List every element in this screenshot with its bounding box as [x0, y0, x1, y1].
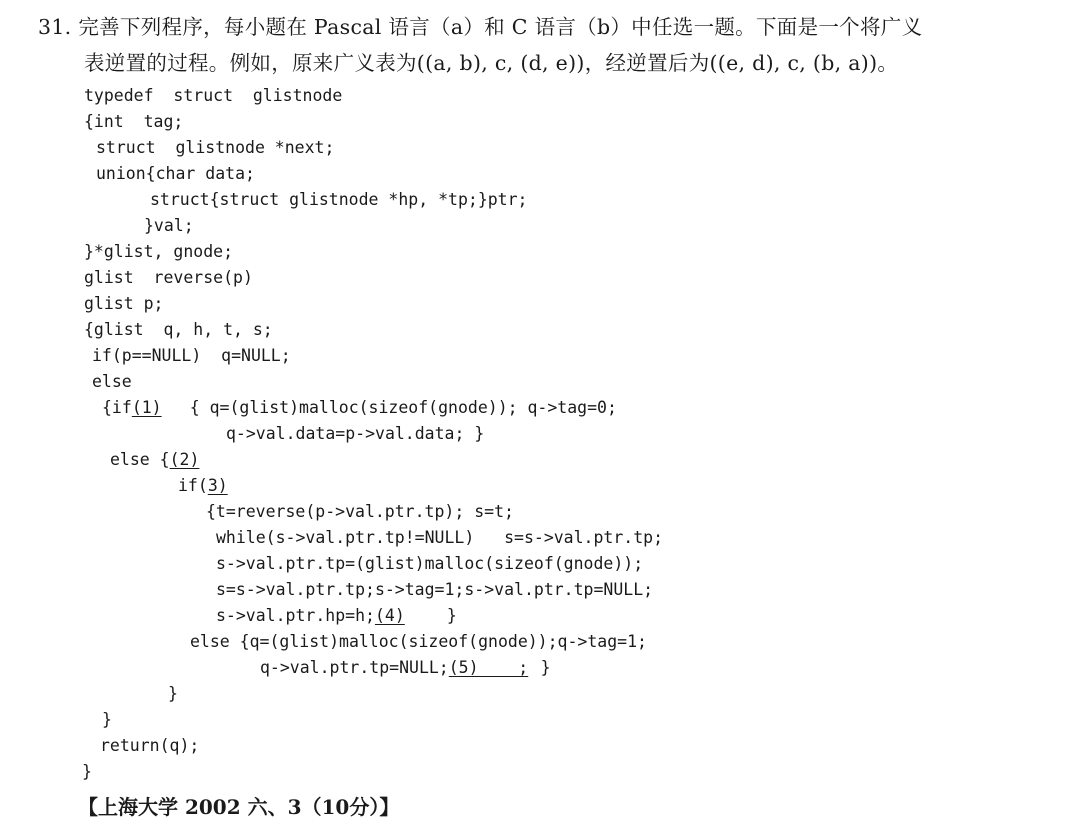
- code-line: {t=reverse(p->val.ptr.tp); s=t;: [206, 502, 514, 521]
- code-text: if(: [178, 476, 208, 495]
- code-line: s=s->val.ptr.tp;s->tag=1;s->val.ptr.tp=NULL;: [216, 580, 654, 599]
- code-line: }: [82, 762, 92, 781]
- code-line: else {q=(glist)malloc(sizeof(gnode));q->tag=1;: [190, 632, 647, 651]
- code-text: }: [436, 606, 457, 625]
- fill-blank-3: 3): [207, 476, 228, 495]
- question-line-1: 31. 完善下列程序，每小题在 Pascal 语言（a）和 C 语言（b）中任选一题。下面是一个将广义: [38, 15, 923, 39]
- code-line: glist reverse(p): [84, 268, 253, 287]
- code-line: else: [92, 372, 132, 391]
- code-line: }: [168, 684, 178, 703]
- code-line: while(s->val.ptr.tp!=NULL) s=s->val.ptr.tp;: [216, 528, 664, 547]
- code-line: [102, 395, 617, 421]
- code-line: {glist q, h, t, s;: [84, 320, 273, 339]
- code-line: [178, 473, 260, 499]
- code-line: glist p;: [84, 294, 164, 313]
- code-text: else {: [110, 450, 170, 469]
- code-line: q->val.data=p->val.data; }: [226, 424, 485, 443]
- question-line-2: 表逆置的过程。例如，原来广义表为((a, b), c, (d, e))，经逆置后为((e, d), c, (b, a))。: [84, 51, 899, 75]
- code-line: }: [102, 710, 112, 729]
- fill-blank-1: (1): [131, 398, 162, 417]
- source-citation: 【上海大学 2002 六、3（10分）】: [78, 795, 400, 819]
- fill-blank-5: (5) ;: [448, 658, 529, 677]
- code-text: { q=(glist)malloc(sizeof(gnode)); q->tag=0;: [179, 398, 617, 417]
- code-line: [216, 603, 457, 629]
- code-line: return(q);: [100, 736, 200, 755]
- fill-blank-2: (2): [169, 450, 200, 469]
- code-line: s->val.ptr.tp=(glist)malloc(sizeof(gnode));: [216, 554, 644, 573]
- code-text: }: [530, 658, 551, 677]
- code-line: }val;: [144, 216, 194, 235]
- fill-blank-4: (4): [374, 606, 405, 625]
- code-line: [110, 447, 230, 473]
- code-line: {int tag;: [84, 112, 184, 131]
- code-line: if(p==NULL) q=NULL;: [92, 346, 291, 365]
- code-text: q->val.ptr.tp=NULL;: [260, 658, 449, 677]
- code-line: struct glistnode *next;: [96, 138, 335, 157]
- code-text: {if: [102, 398, 132, 417]
- code-line: }*glist, gnode;: [84, 242, 234, 261]
- code-text: s->val.ptr.hp=h;: [216, 606, 375, 625]
- code-line: union{char data;: [96, 164, 255, 183]
- code-line: [260, 655, 551, 681]
- code-line: struct{struct glistnode *hp, *tp;}ptr;: [150, 190, 528, 209]
- code-line: typedef struct glistnode: [84, 86, 343, 105]
